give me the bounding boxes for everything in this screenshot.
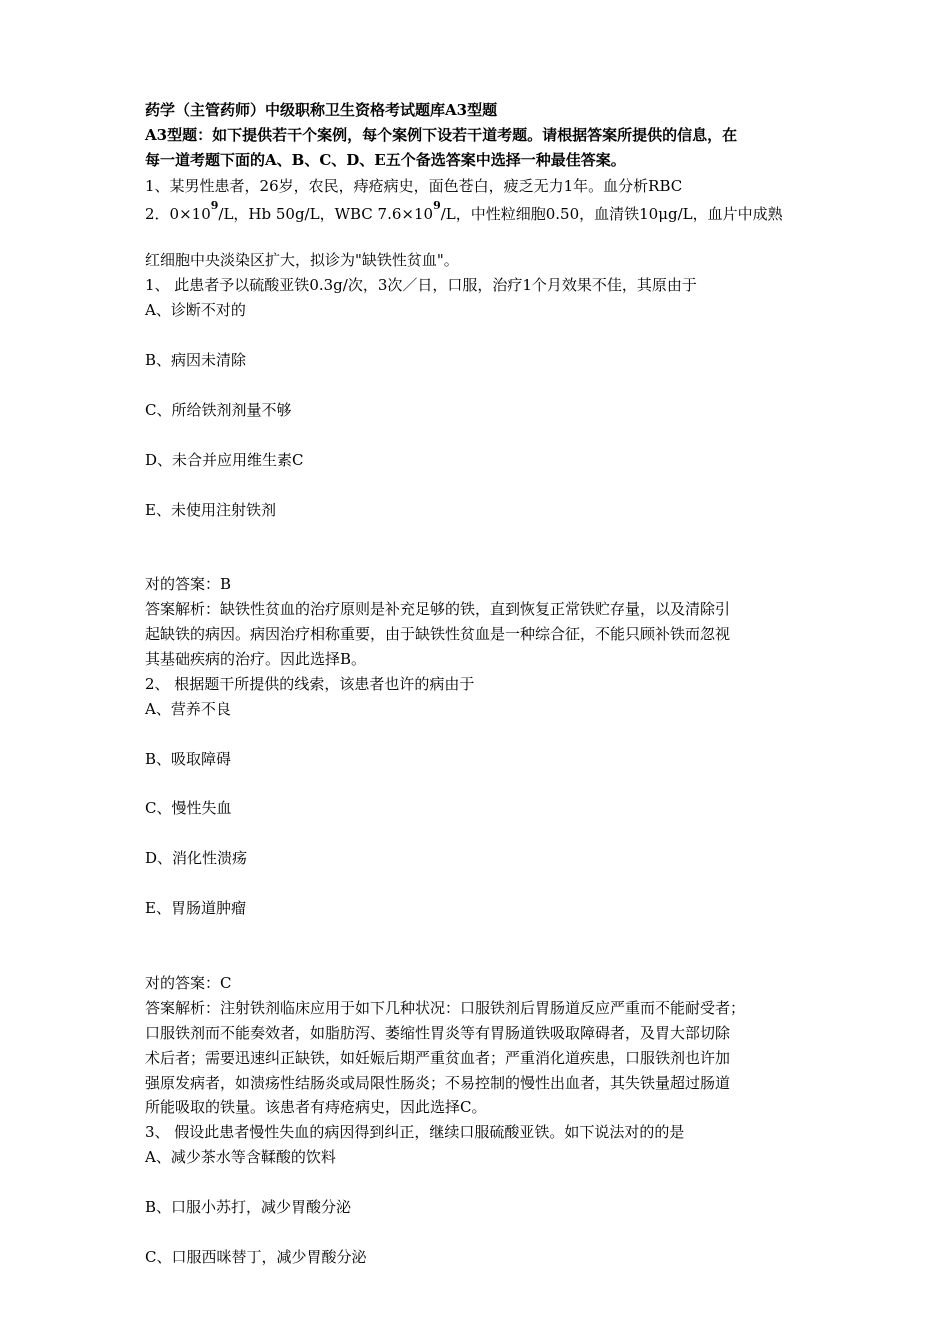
question-stem: 1、 此患者予以硫酸亚铁0.3g/次，3次／日，口服，治疗1个月效果不佳，其原由于: [145, 276, 697, 294]
document-title: 药学（主管药师）中级职称卫生资格考试题库A3型题: [145, 101, 498, 119]
superscript: 9: [210, 199, 219, 212]
question-stem: 2、 根据题干所提供的线索，该患者也许的病由于: [145, 675, 475, 693]
answer-option: D、消化性溃疡: [145, 849, 248, 867]
analysis-line: 强原发病者，如溃疡性结肠炎或局限性肠炎；不易控制的慢性出血者，其失铁量超过肠道: [145, 1074, 731, 1092]
analysis-line: 口服铁剂而不能奏效者，如脂肪泻、萎缩性胃炎等有胃肠道铁吸取障碍者，及胃大部切除: [145, 1024, 731, 1042]
case-text: 2．0×10: [145, 205, 211, 223]
analysis-line: 术后者；需要迅速纠正缺铁，如妊娠后期严重贫血者；严重消化道疾患，口服铁剂也许加: [145, 1049, 731, 1067]
case-text: /L，Hb 50g/L，WBC 7.6×10: [218, 205, 434, 223]
answer-option: C、口服西咪替丁，减少胃酸分泌: [145, 1248, 367, 1266]
analysis-line: 所能吸取的铁量。该患者有痔疮病史，因此选择C。: [145, 1098, 487, 1116]
correct-answer: 对的答案：C: [145, 974, 232, 992]
correct-answer: 对的答案：B: [145, 575, 232, 593]
answer-option: B、病因未清除: [145, 351, 247, 369]
answer-option: E、未使用注射铁剂: [145, 501, 276, 519]
answer-option: B、吸取障碍: [145, 750, 232, 768]
analysis-line: 答案解析：缺铁性贫血的治疗原则是补充足够的铁，直到恢复正常铁贮存量，以及清除引: [145, 600, 731, 618]
answer-option: E、胃肠道肿瘤: [145, 899, 246, 917]
answer-option: D、未合并应用维生素C: [145, 451, 304, 469]
answer-option: A、诊断不对的: [145, 301, 246, 319]
intro-line: A3型题：如下提供若干个案例，每个案例下设若干道考题。请根据答案所提供的信息，在: [145, 126, 738, 144]
case-line: [145, 199, 815, 225]
answer-option: A、减少茶水等含鞣酸的饮料: [145, 1148, 336, 1166]
superscript: 9: [433, 199, 441, 212]
intro-line: 每一道考题下面的A、B、C、D、E五个备选答案中选择一种最佳答案。: [145, 151, 626, 169]
case-line: 1、某男性患者，26岁，农民，痔疮病史，面色苍白，疲乏无力1年。血分析RBC: [145, 177, 683, 195]
case-text: /L，中性粒细胞0.50，血清铁10μg/L，血片中成熟: [440, 205, 783, 223]
question-stem: 3、 假设此患者慢性失血的病因得到纠正，继续口服硫酸亚铁。如下说法对的的是: [145, 1123, 685, 1141]
answer-option: B、口服小苏打，减少胃酸分泌: [145, 1198, 352, 1216]
analysis-line: 答案解析：注射铁剂临床应用于如下几种状况：口服铁剂后胃肠道反应严重而不能耐受者；: [145, 999, 746, 1017]
answer-option: C、所给铁剂剂量不够: [145, 401, 292, 419]
answer-option: A、营养不良: [145, 700, 231, 718]
analysis-line: 其基础疾病的治疗。因此选择B。: [145, 650, 367, 668]
analysis-line: 起缺铁的病因。病因治疗相称重要，由于缺铁性贫血是一种综合征，不能只顾补铁而忽视: [145, 625, 731, 643]
answer-option: C、慢性失血: [145, 799, 232, 817]
case-line: 红细胞中央淡染区扩大，拟诊为"缺铁性贫血"。: [145, 251, 459, 269]
